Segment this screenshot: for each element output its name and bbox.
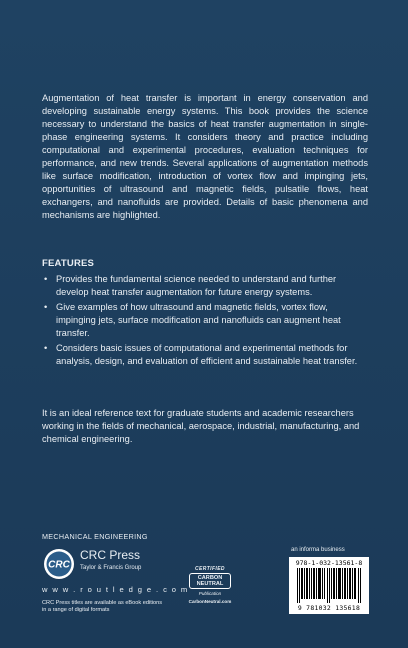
book-description: Augmentation of heat transfer is important in energy conservation and developing sustainable energy systems. This book provides the science necessary to understand the basics of heat transfer augmentation in single-phase engineering systems. It considers theory and practice including computational and experimental procedures, evaluation techniques for performance, and new trends. Several applications of augmentation methods like surface modification, introduction of vortex flow and impinging jets, opportunities of ultrasound and magnetic fields, pulsatile flows, heat exchangers, and nanofluids are provided. Details of basic phenomena and mechanisms are highlighted. [42, 93, 368, 220]
isbn-barcode [289, 557, 369, 614]
publication-label: Publication [198, 591, 222, 596]
bullet-icon: • [44, 302, 48, 312]
crc-logo-text: CRC [48, 559, 70, 571]
features-list [42, 273, 368, 370]
informa-tagline: an informa business [291, 547, 345, 553]
ean-number: 9 781032 135618 [297, 604, 361, 612]
subject-category: MECHANICAL ENGINEERING [42, 532, 148, 541]
bullet-icon: • [44, 274, 48, 284]
isbn-number: 978-1-032-13561-8 [295, 559, 363, 567]
features-heading: FEATURES [42, 258, 95, 269]
audience-statement: It is an ideal reference text for graduate students and academic researchers working in the fields of mechanical, aerospace, industrial, manufacturing, and chemical engineering. [42, 408, 360, 444]
feature-text: Considers basic issues of computational and experimental methods for analysis, design, and evaluation of efficient and sustainable heat transfer. [56, 343, 358, 366]
feature-item [42, 301, 368, 340]
publisher-name: CRC Press [80, 548, 141, 562]
ebook-note: CRC Press titles are available as eBook editions in a range of digital formats [42, 600, 163, 614]
feature-text: Provides the fundamental science needed to understand and further develop heat transfer augmentation for future energy systems. [56, 274, 337, 297]
carbon-neutral-logo-icon [189, 573, 231, 589]
certified-label: CERTIFIED [195, 566, 225, 572]
feature-text: Give examples of how ultrasound and magnetic fields, vortex flow, impinging jets, surface modification and nanofluids can augment heat transfer. [56, 302, 341, 338]
publisher-group: Taylor & Francis Group [80, 565, 142, 571]
neutral-word: NEUTRAL [196, 581, 224, 587]
carbon-word: CARBON [197, 575, 223, 581]
feature-item [42, 273, 368, 299]
barcode-icon [297, 568, 361, 603]
carbon-neutral-url: CarbonNeutral.com [188, 599, 232, 604]
crc-logo-icon [43, 548, 75, 580]
publisher-url: w w w . r o u t l e d g e . c o m [42, 585, 189, 594]
feature-item [42, 342, 368, 368]
carbon-neutral-badge [185, 566, 235, 610]
bullet-icon: • [44, 343, 48, 353]
